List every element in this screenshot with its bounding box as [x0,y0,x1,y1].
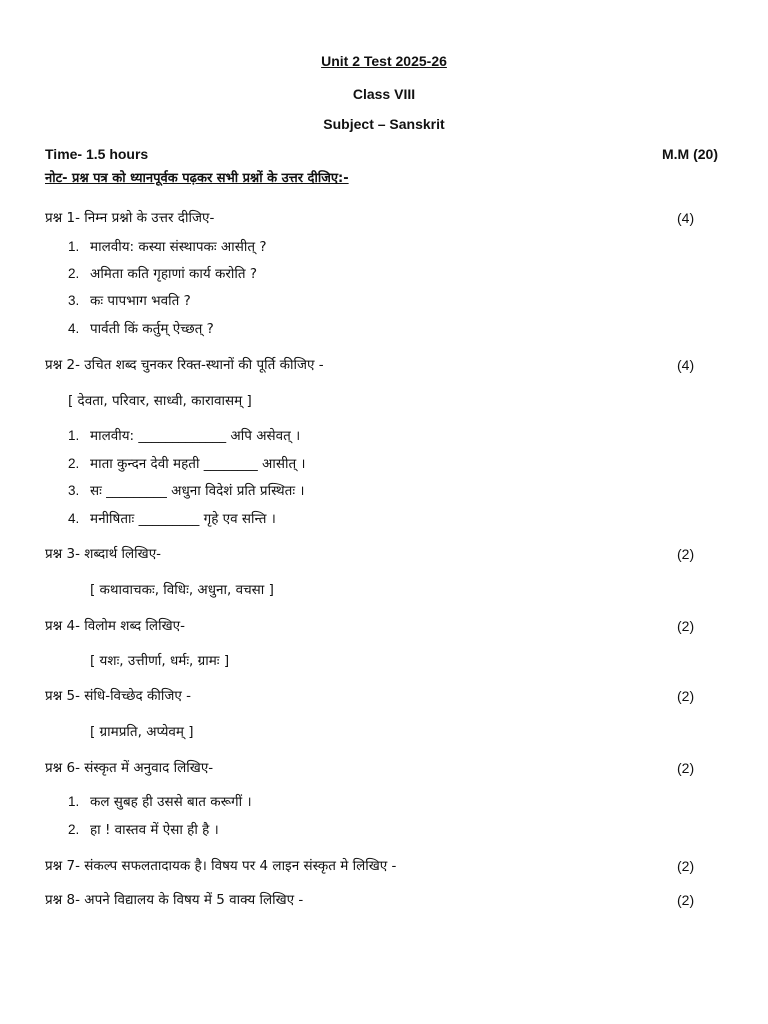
question-heading: प्रश्न 3- शब्दार्थ लिखिए- [45,546,162,562]
list-item: 2. माता कुन्दन देवी महती ________ आसीत् । [68,456,306,472]
question-marks: (4) [677,357,695,373]
max-marks: M.M (20) [662,146,718,162]
question-marks: (2) [677,892,695,908]
list-item: 2. हा ! वास्तव में ऐसा ही है । [68,822,219,838]
question-marks: (2) [677,546,695,562]
word-list: [ कथावाचकः, विधिः, अधुना, वचसा ] [90,582,274,598]
question-marks: (2) [677,618,695,634]
question-heading: प्रश्न 4- विलोम शब्द लिखिए- [45,618,185,634]
question-marks: (2) [677,858,695,874]
list-item: 1. मालवीय: कस्या संस्थापकः आसीत् ? [68,239,267,255]
list-item: 3. कः पापभाग भवति ? [68,293,191,309]
list-item: 1. कल सुबह ही उससे बात करूगीं । [68,794,252,810]
list-item: 4. मनीषिताः _________ गृहे एव सन्ति । [68,511,276,527]
question-marks: (2) [677,760,695,776]
question-heading: प्रश्न 6- संस्कृत में अनुवाद लिखिए- [45,760,214,776]
question-heading: प्रश्न 5- संधि-विच्छेद कीजिए - [45,688,191,704]
class-label: Class VIII [352,86,416,102]
word-options: [ देवता, परिवार, साध्वी, कारावासम् ] [68,393,252,409]
word-list: [ यशः, उत्तीर्णा, धर्मः, ग्रामः ] [90,653,230,669]
word-list: [ ग्रामप्रति, अप्येवम् ] [90,724,194,740]
question-heading: प्रश्न 8- अपने विद्यालय के विषय में 5 वाक्य लिखिए - [45,892,304,908]
instruction-note: नोट- प्रश्न पत्र को ध्यानपूर्वक पढ़कर सभी प्रश्नों के उत्तर दीजिए:- [45,171,349,186]
list-item: 1. मालवीय: _____________ अपि असेवत् । [68,428,301,444]
time-label: Time- 1.5 hours [45,146,149,162]
question-heading: प्रश्न 2- उचित शब्द चुनकर रिक्त-स्थानों की पूर्ति कीजिए - [45,357,324,373]
question-heading: प्रश्न 7- संकल्प सफलतादायक है। विषय पर 4 लाइन संस्कृत मे लिखिए - [45,858,397,874]
list-item: 4. पार्वती किं कर्तुम् ऐच्छत् ? [68,321,214,337]
list-item: 3. सः _________ अधुना विदेशं प्रति प्रस्थितः । [68,483,305,499]
subject-label: Subject – Sanskrit [323,116,445,132]
question-marks: (2) [677,688,695,704]
question-marks: (4) [677,210,695,226]
list-item: 2. अमिता कति गृहाणां कार्य करोति ? [68,266,258,282]
test-title: Unit 2 Test 2025-26 [321,53,447,69]
question-heading: प्रश्न 1- निम्न प्रश्नो के उत्तर दीजिए- [45,210,215,226]
